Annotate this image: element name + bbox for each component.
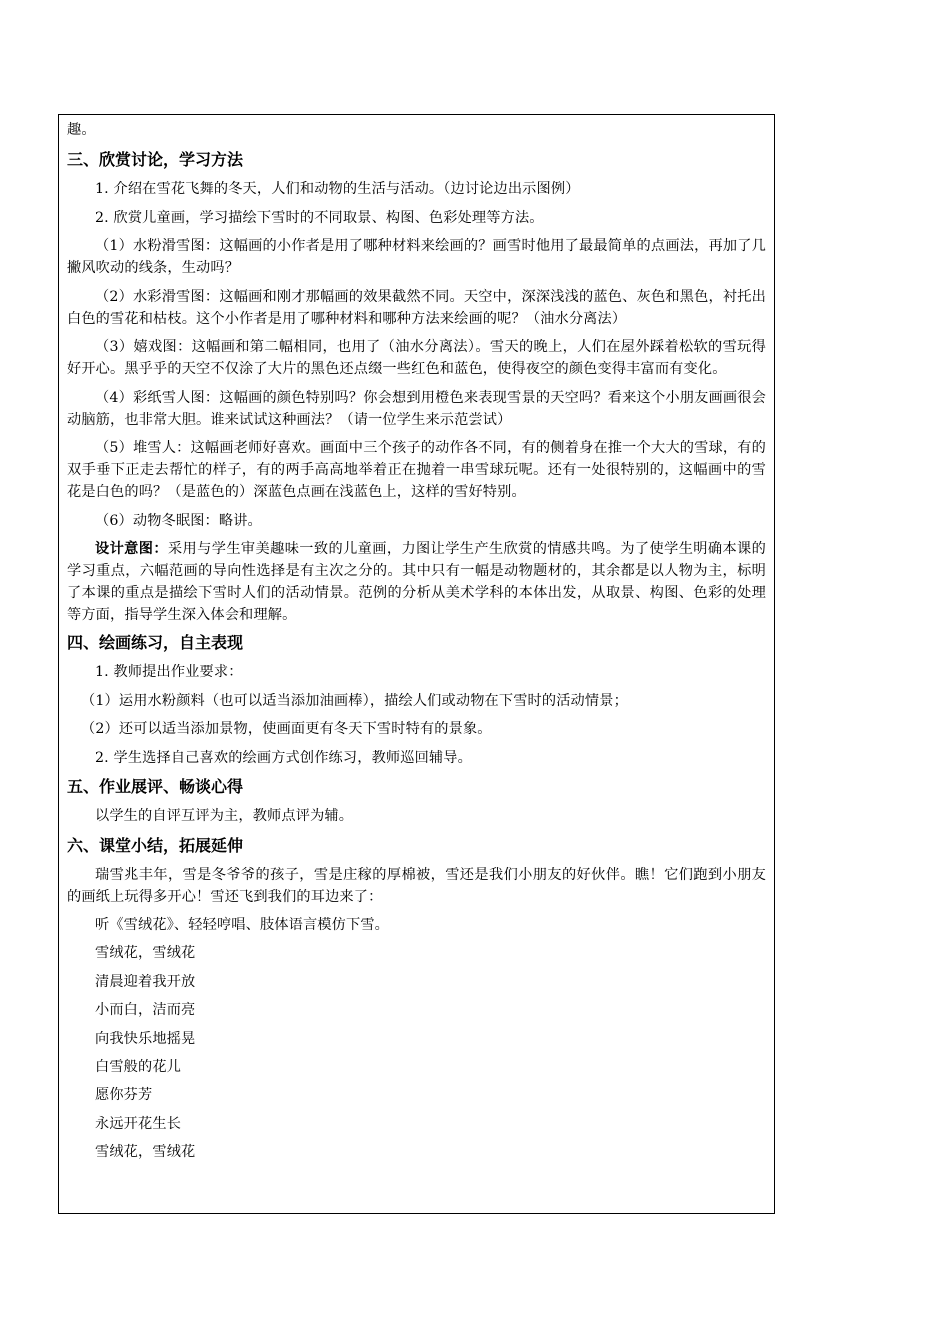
song-intro: 听《雪绒花》、轻轻哼唱、肢体语言模仿下雪。 [95, 917, 389, 933]
painting-gouache-skiing: （1）水粉滑雪图：这幅画的小作者是用了哪种材料来绘画的？画雪时他用了最最简单的点画法，再加了几撇风吹动的线条，生动吗？ [67, 238, 766, 276]
requirement-2: （2）还可以适当添加景物，使画面更有冬天下雪时特有的景象。 [81, 721, 492, 737]
step-student-practice: 2. 学生选择自己喜欢的绘画方式创作练习，教师巡回辅导。 [95, 749, 472, 766]
painting-playing: （3）嬉戏图：这幅画和第二幅相同，也用了（油水分离法）。雪天的晚上，人们在屋外踩着松软的雪玩得好开心。黑乎乎的天空不仅涂了大片的黑色还点缀一些红色和蓝色，使得夜空的颜色变得丰富而有变化。 [67, 339, 766, 377]
poem-line: 雪绒花，雪绒花 [95, 945, 196, 962]
step-introduce-winter: 1. 介绍在雪花飞舞的冬天，人们和动物的生活与活动。（边讨论边出示图例） [95, 181, 580, 197]
summary-text: 瑞雪兆丰年，雪是冬爷爷的孩子，雪是庄稼的厚棉被，雪还是我们小朋友的好伙伴。瞧！它们跑到小朋友的画纸上玩得多开心！雪还飞到我们的耳边来了： [67, 866, 766, 905]
design-intent [67, 538, 766, 626]
painting-hibernation: （6）动物冬眠图：略讲。 [95, 512, 262, 529]
section-heading-appreciation: 三、欣赏讨论，学习方法 [67, 150, 244, 169]
poem-line: 愿你芬芳 [95, 1087, 153, 1104]
design-intent-text: 采用与学生审美趣味一致的儿童画，力图让学生产生欣赏的情感共鸣。为了使学生明确本课的学习重点，六幅范画的导向性选择是有主次之分的。其中只有一幅是动物题材的，其余都是以人物为主，标明了本课的重点是描绘下雪时人们的活动情景。范例的分析从美术学科的本体出发，从取景、构图、色彩的处理等方面，指导学生深入体会和理解。 [67, 541, 766, 623]
design-intent-label: 设计意图： [95, 541, 168, 557]
step-requirements: 1. 教师提出作业要求： [95, 664, 243, 680]
review-text: 以学生的自评互评为主，教师点评为辅。 [95, 808, 354, 824]
poem-line: 清晨迎着我开放 [95, 973, 196, 990]
requirement-1: （1）运用水粉颜料（也可以适当添加油画棒），描绘人们或动物在下雪时的活动情景； [81, 692, 628, 709]
continued-text: 趣。 [67, 122, 96, 138]
section-heading-review: 五、作业展评、畅谈心得 [67, 777, 244, 796]
poem-line: 雪绒花，雪绒花 [95, 1144, 196, 1161]
poem-line: 白雪般的花儿 [95, 1058, 182, 1075]
painting-paper-snowman: （4）彩纸雪人图：这幅画的颜色特别吗？你会想到用橙色来表现雪景的天空吗？看来这个小朋友画画很会动脑筋，也非常大胆。谁来试试这种画法？（请一位学生来示范尝试） [67, 389, 766, 428]
poem-line: 向我快乐地摇晃 [95, 1030, 196, 1047]
lesson-plan-table-cell [58, 114, 775, 1214]
step-appreciate-paintings: 2. 欣赏儿童画，学习描绘下雪时的不同取景、构图、色彩处理等方法。 [95, 209, 544, 226]
poem-line: 永远开花生长 [95, 1115, 182, 1132]
poem-line: 小而白，洁而亮 [95, 1002, 196, 1019]
painting-build-snowman: （5）堆雪人：这幅画老师好喜欢。画面中三个孩子的动作各不同，有的侧着身在推一个大大的雪球，有的双手垂下正走去帮忙的样子，有的两手高高地举着正在抛着一串雪球玩呢。还有一处很特别的，这幅画中的雪花是白色的吗？（是蓝色的）深蓝色点画在浅蓝色上，这样的雪好特别。 [67, 440, 766, 500]
painting-watercolor-skiing: （2）水彩滑雪图：这幅画和刚才那幅画的效果截然不同。天空中，深深浅浅的蓝色、灰色和黑色，衬托出白色的雪花和枯枝。这个小作者是用了哪种材料和哪种方法来绘画的呢？（油水分离法） [67, 288, 766, 327]
section-heading-summary: 六、课堂小结，拓展延伸 [67, 835, 244, 855]
section-heading-practice: 四、绘画练习，自主表现 [67, 633, 244, 652]
